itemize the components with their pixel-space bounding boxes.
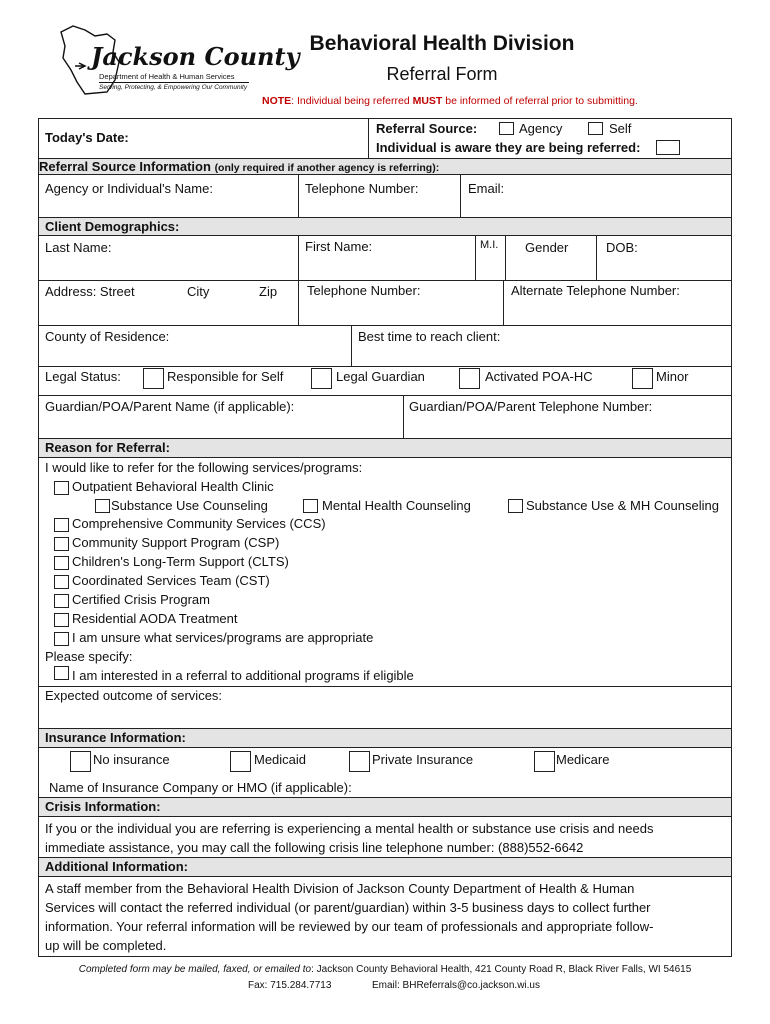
demographics-heading: Client Demographics: <box>45 219 180 234</box>
substance-mh-checkbox[interactable] <box>508 499 523 513</box>
program-aoda: Residential AODA Treatment <box>72 611 238 626</box>
rule <box>38 438 732 439</box>
agency-label: Agency <box>519 121 563 136</box>
rule <box>38 457 732 458</box>
legal-guardian-label: Legal Guardian <box>336 369 425 384</box>
private-insurance-checkbox[interactable] <box>349 751 370 772</box>
medicaid-checkbox[interactable] <box>230 751 251 772</box>
self-checkbox[interactable] <box>588 122 603 135</box>
agency-checkbox[interactable] <box>499 122 514 135</box>
private-insurance-label: Private Insurance <box>372 752 474 767</box>
page-subtitle: Referral Form <box>386 64 498 84</box>
medicare-label: Medicare <box>556 752 610 767</box>
divider <box>503 280 504 325</box>
crisis-program-checkbox[interactable] <box>54 594 69 608</box>
mi-label: M.I. <box>480 239 499 251</box>
last-name-label: Last Name: <box>45 240 112 255</box>
rule <box>38 217 732 218</box>
interested-checkbox[interactable] <box>54 666 69 680</box>
source-info-title: Referral Source Information <box>39 159 211 174</box>
crisis-line-2: immediate assistance, you may call the following crisis line telephone number: (888)552-6642 <box>45 840 584 855</box>
additional-line-2: Services will contact the referred individual (or parent/guardian) within 3-5 business days to collect further <box>45 900 651 915</box>
first-name-label: First Name: <box>305 239 373 254</box>
crisis-heading: Crisis Information: <box>45 799 161 814</box>
program-crisis: Certified Crisis Program <box>72 592 210 607</box>
interested-label: I am interested in a referral to additional programs if eligible <box>72 668 414 683</box>
rule <box>38 728 732 729</box>
divider <box>368 118 369 158</box>
divider <box>298 280 299 325</box>
expected-outcome-label: Expected outcome of services: <box>45 688 223 703</box>
referral-intro: I would like to refer for the following services/programs: <box>45 460 363 475</box>
substance-label: Substance Use Counseling <box>111 498 268 513</box>
minor-checkbox[interactable] <box>632 368 653 389</box>
outpatient-label: Outpatient Behavioral Health Clinic <box>72 479 274 494</box>
best-time-label: Best time to reach client: <box>358 329 501 344</box>
self-label: Self <box>609 121 632 136</box>
please-specify-label: Please specify: <box>45 649 133 664</box>
rule <box>38 280 732 281</box>
logo-tagline: Serving, Protecting, & Empowering Our Community <box>99 84 248 91</box>
county-label: County of Residence: <box>45 329 170 344</box>
additional-line-4: up will be completed. <box>45 938 167 953</box>
outpatient-checkbox[interactable] <box>54 481 69 495</box>
source-email-label: Email: <box>468 181 505 196</box>
source-info-heading <box>39 159 439 174</box>
aware-label: Individual is aware they are being referred: <box>376 140 641 155</box>
divider <box>298 174 299 217</box>
csp-checkbox[interactable] <box>54 537 69 551</box>
logo-dept: Department of Health & Human Services <box>99 72 235 81</box>
agency-name-label: Agency or Individual's Name: <box>45 181 213 196</box>
source-telephone-label: Telephone Number: <box>305 181 419 196</box>
source-info-note: (only required if another agency is referring): <box>214 162 440 174</box>
footer-lead: Completed form may be mailed, faxed, or emailed to <box>78 964 312 975</box>
note-label: NOTE <box>262 95 292 107</box>
gender-label: Gender <box>525 240 569 255</box>
divider <box>475 235 476 280</box>
program-clts: Children's Long-Term Support (CLTS) <box>72 554 289 569</box>
rule <box>38 235 732 236</box>
rule <box>38 174 732 175</box>
footer-line-1 <box>0 964 770 975</box>
todays-date-label: Today's Date: <box>45 130 129 145</box>
divider <box>351 325 352 366</box>
rule <box>38 325 732 326</box>
note-text-2: be informed of referral prior to submitting. <box>442 95 638 107</box>
footer-fax: Fax: 715.284.7713 <box>248 980 332 991</box>
logo-name: Jackson County <box>91 42 300 71</box>
city-label: City <box>187 284 210 299</box>
minor-label: Minor <box>656 369 689 384</box>
rule <box>38 395 732 396</box>
rule <box>38 876 732 877</box>
rule <box>38 816 732 817</box>
client-telephone-label: Telephone Number: <box>307 283 421 298</box>
dob-label: DOB: <box>606 240 638 255</box>
additional-line-1: A staff member from the Behavioral Health Division of Jackson County Department of Health & Human <box>45 881 635 896</box>
medicare-checkbox[interactable] <box>534 751 555 772</box>
additional-heading: Additional Information: <box>45 859 188 874</box>
program-ccs: Comprehensive Community Services (CCS) <box>72 516 326 531</box>
medicaid-label: Medicaid <box>254 752 307 767</box>
no-insurance-checkbox[interactable] <box>70 751 91 772</box>
footer-address: : Jackson County Behavioral Health, 421 County Road R, Black River Falls, WI 54615 <box>311 964 692 975</box>
rule <box>38 857 732 858</box>
rule <box>38 956 732 957</box>
responsible-self-label: Responsible for Self <box>167 369 284 384</box>
divider <box>403 395 404 438</box>
guardian-phone-label: Guardian/POA/Parent Telephone Number: <box>409 399 653 414</box>
ccs-checkbox[interactable] <box>54 518 69 532</box>
program-cst: Coordinated Services Team (CST) <box>72 573 270 588</box>
table-border-right <box>731 118 732 956</box>
legal-guardian-checkbox[interactable] <box>311 368 332 389</box>
substance-checkbox[interactable] <box>95 499 110 513</box>
alt-telephone-label: Alternate Telephone Number: <box>511 283 680 298</box>
program-unsure: I am unsure what services/programs are appropriate <box>72 630 374 645</box>
insurance-company-label: Name of Insurance Company or HMO (if applicable): <box>49 780 352 795</box>
mental-health-label: Mental Health Counseling <box>322 498 471 513</box>
legal-status-label: Legal Status: <box>45 369 121 384</box>
rule <box>38 747 732 748</box>
note-text: : Individual being referred <box>291 95 413 107</box>
activated-poa-label: Activated POA-HC <box>485 369 593 384</box>
rule <box>38 366 732 367</box>
additional-line-3: information. Your referral information will be reviewed by our team of professionals and appropriate follow- <box>45 919 654 934</box>
referral-source-label: Referral Source: <box>376 121 478 136</box>
divider <box>298 235 299 280</box>
page-title: Behavioral Health Division <box>309 32 575 55</box>
aware-checkbox[interactable] <box>656 140 680 155</box>
no-insurance-label: No insurance <box>93 752 170 767</box>
address-label: Address: Street <box>45 284 135 299</box>
todays-date-field[interactable] <box>150 124 360 154</box>
unsure-checkbox[interactable] <box>54 632 69 646</box>
crisis-line-1: If you or the individual you are referring is experiencing a mental health or substance use crisis and needs <box>45 821 654 836</box>
referral-heading: Reason for Referral: <box>45 440 170 455</box>
divider <box>596 235 597 280</box>
divider <box>460 174 461 217</box>
note-must: MUST <box>412 95 443 107</box>
rule <box>38 686 732 687</box>
program-csp: Community Support Program (CSP) <box>72 535 280 550</box>
cst-checkbox[interactable] <box>54 575 69 589</box>
zip-label: Zip <box>259 284 278 299</box>
guardian-name-label: Guardian/POA/Parent Name (if applicable): <box>45 399 295 414</box>
clts-checkbox[interactable] <box>54 556 69 570</box>
mental-health-checkbox[interactable] <box>303 499 318 513</box>
footer-email: Email: BHReferrals@co.jackson.wi.us <box>372 980 540 991</box>
insurance-heading: Insurance Information: <box>45 730 186 745</box>
rule <box>38 797 732 798</box>
substance-mh-label: Substance Use & MH Counseling <box>526 498 719 513</box>
divider <box>505 235 506 280</box>
activated-poa-checkbox[interactable] <box>459 368 480 389</box>
aoda-checkbox[interactable] <box>54 613 69 627</box>
responsible-self-checkbox[interactable] <box>143 368 164 389</box>
submission-note <box>262 95 638 107</box>
rule <box>38 118 732 119</box>
table-border-left <box>38 118 39 956</box>
